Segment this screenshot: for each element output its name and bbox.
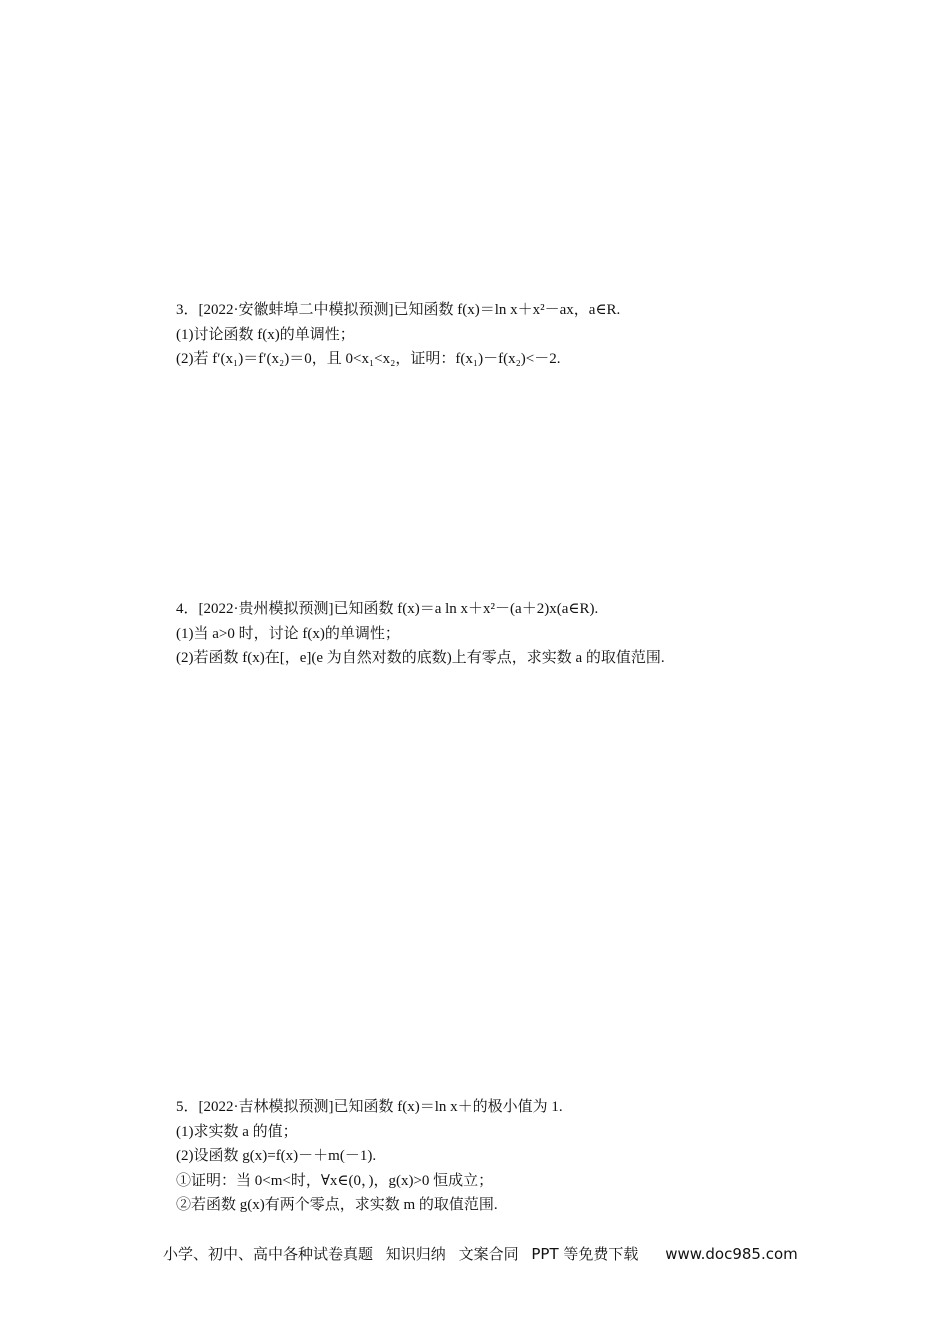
footer-item: 小学、初中、高中各种试卷真题 — [163, 1245, 374, 1263]
problem-5-part-2-ii: ②若函数 g(x)有两个零点，求实数 m 的取值范围. — [176, 1197, 498, 1213]
problem-5-part-1: (1)求实数 a 的值； — [176, 1123, 298, 1140]
footer-item: 知识归纳 — [385, 1245, 446, 1263]
problem-5-part-2-i: ①证明：当 0<m<时，∀x∈(0，)，g(x)>0 恒成立； — [176, 1172, 494, 1189]
problem-5-stem: 5．[2022·吉林模拟预测]已知函数 f(x)＝ln x＋的极小值为 1. — [176, 1099, 563, 1115]
problem-4-part-1: (1)当 a>0 时，讨论 f(x)的单调性； — [176, 625, 400, 642]
problem-3 — [176, 298, 776, 372]
problem-4-stem: 4．[2022·贵州模拟预测]已知函数 f(x)＝a ln x＋x²－(a＋2)x(a∈R). — [176, 601, 599, 617]
problem-3-stem: 3．[2022·安徽蚌埠二中模拟预测]已知函数 f(x)＝ln x＋x²－ax，a∈R. — [176, 302, 621, 318]
problem-4-part-2: (2)若函数 f(x)在[，e](e 为自然对数的底数)上有零点，求实数 a 的取值范围. — [176, 650, 665, 666]
problem-5-part-2: (2)设函数 g(x)=f(x)－＋m(－1). — [176, 1148, 377, 1164]
problem-3-part-1: (1)讨论函数 f(x)的单调性； — [176, 326, 355, 343]
problem-3-part-2: (2)若 f′(x₁)＝f′(x₂)＝0，且 0<x₁<x₂，证明：f(x₁)－f(x₂)<－2. — [176, 351, 561, 367]
footer-url-link[interactable]: www.doc985.com — [665, 1245, 798, 1263]
problem-4 — [176, 597, 776, 671]
problem-5 — [176, 1095, 776, 1218]
footer-item: PPT 等免费下载 — [531, 1245, 639, 1263]
footer-item: 文案合同 — [458, 1245, 519, 1263]
page-footer — [163, 1243, 798, 1264]
